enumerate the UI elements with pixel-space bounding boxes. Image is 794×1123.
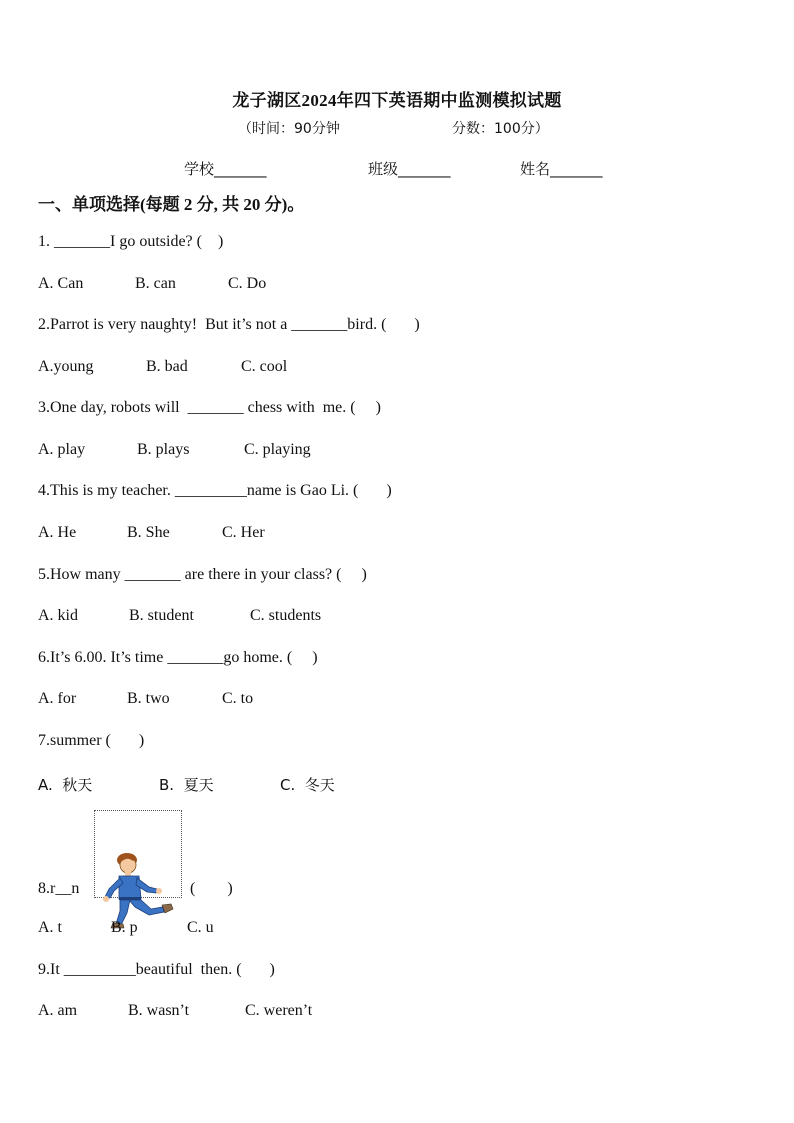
- question-4: 4.This is my teacher. _________name is Gao Li. ( ): [38, 482, 392, 499]
- school-field: 学校_______: [184, 160, 267, 178]
- option-c: C. playing: [244, 441, 311, 458]
- question-5: 5.How many _______ are there in your class? ( ): [38, 566, 367, 583]
- option-b: B. bad: [146, 358, 188, 375]
- option-b: B. p: [111, 919, 138, 936]
- question-9: 9.It _________beautiful then. ( ): [38, 961, 275, 978]
- option-c: C. cool: [241, 358, 288, 375]
- option-a: A. kid: [38, 607, 78, 624]
- options-7: [38, 774, 335, 846]
- question-8: 8.r__n: [38, 880, 80, 897]
- exam-time: （时间：90分钟: [238, 121, 340, 137]
- option-c: C. Her: [222, 524, 265, 541]
- option-b: B. She: [127, 524, 170, 541]
- option-a: A. am: [38, 1002, 78, 1019]
- options-9: [38, 1002, 313, 1074]
- option-c: C. Do: [228, 275, 267, 292]
- option-c: C. u: [187, 919, 214, 936]
- option-b: B. 夏天: [159, 776, 214, 794]
- option-a: A. He: [38, 524, 77, 541]
- section-heading: 一、单项选择(每题 2 分, 共 20 分)。: [38, 195, 305, 214]
- option-c: C. to: [222, 690, 254, 707]
- option-a: A. for: [38, 690, 77, 707]
- running-boy-illustration: [95, 847, 181, 933]
- option-a: A.young: [38, 358, 94, 375]
- question-7: 7.summer ( ): [38, 732, 145, 749]
- option-c: C. students: [250, 607, 322, 624]
- name-field: 姓名_______: [520, 160, 603, 178]
- option-a: A. play: [38, 441, 86, 458]
- question-2: 2.Parrot is very naughty! But it’s not a _______bird. ( ): [38, 316, 420, 333]
- option-b: B. two: [127, 690, 170, 707]
- option-b: B. can: [135, 275, 176, 292]
- option-a: A. t: [38, 919, 62, 936]
- exam-title: 龙子湖区2024年四下英语期中监测模拟试题: [232, 91, 562, 110]
- question-8-paren: ( ): [190, 880, 233, 897]
- running-boy-icon: [94, 810, 182, 898]
- option-a: A. 秋天: [38, 776, 93, 794]
- option-b: B. student: [129, 607, 194, 624]
- question-1: 1. _______I go outside? ( ): [38, 233, 224, 250]
- option-c: C. weren’t: [245, 1002, 313, 1019]
- option-b: B. plays: [137, 441, 190, 458]
- question-3: 3.One day, robots will _______ chess with me. ( ): [38, 399, 381, 416]
- option-a: A. Can: [38, 275, 84, 292]
- exam-score: 分数：100分）: [452, 121, 549, 137]
- option-c: C. 冬天: [280, 776, 335, 794]
- option-b: B. wasn’t: [128, 1002, 190, 1019]
- question-6: 6.It’s 6.00. It’s time _______go home. ( ): [38, 649, 318, 666]
- class-field: 班级_______: [368, 160, 451, 178]
